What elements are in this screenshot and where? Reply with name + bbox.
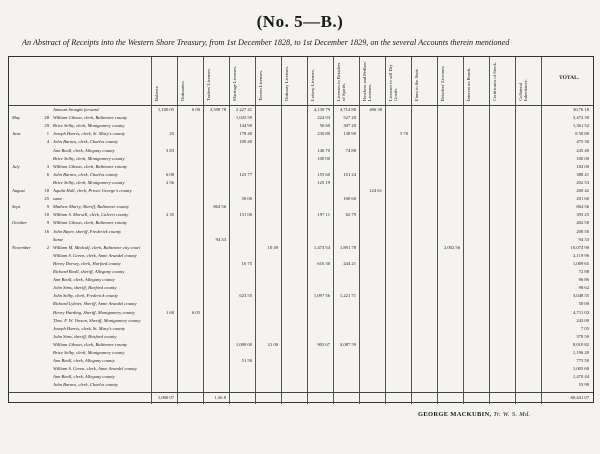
row-day: 29	[44, 123, 49, 129]
amount-cell: 94 33	[215, 236, 226, 242]
row-total: 260 42	[576, 188, 589, 193]
row-description: William Gibson, clerk, Baltimore county	[53, 115, 128, 121]
amount-cell: 6 00	[165, 171, 174, 177]
row-description: Richard Lyleter, Sheriff, Anne Arundel county	[53, 301, 137, 307]
amount-cell: 3 83	[165, 147, 174, 153]
amount-cell: 10 49	[267, 244, 278, 250]
sum-cell: 1,000 07	[157, 395, 174, 400]
amount-cell: 62 79	[345, 212, 356, 218]
amount-cell: 4,139 79	[313, 107, 330, 112]
column-header: Lottery Licenses.	[310, 69, 315, 101]
amount-cell: 146 70	[317, 147, 330, 153]
amount-cell: 178 40	[239, 131, 252, 137]
amount-cell: 2 227 41	[235, 107, 252, 112]
row-day: 4	[46, 139, 49, 145]
row-month: Sept.	[12, 204, 22, 210]
sum-cell: 1,36 8	[214, 395, 226, 400]
amount-cell: 4,714 80	[339, 107, 356, 112]
row-total: 208 50	[576, 228, 589, 234]
row-day: 2	[46, 244, 49, 250]
row-total: 1,196 20	[572, 350, 589, 355]
row-total: 388 21	[576, 171, 589, 177]
amount-cell: 50 00	[241, 196, 252, 202]
row-total: 402 50	[576, 220, 589, 226]
row-day: 18	[44, 188, 49, 193]
amount-cell: 74 88	[345, 147, 356, 153]
row-description: John Bayer, sheriff, Frederick county	[53, 228, 122, 234]
row-description: Ann Beall, clerk, Allegany county	[53, 277, 115, 283]
document-title: (No. 5—B.)	[256, 12, 344, 31]
row-description: William Gibson, clerk, Baltimore county	[53, 163, 128, 169]
row-day: 25	[44, 196, 49, 202]
column-header: Marriage Licenses.	[232, 65, 237, 101]
row-month: August	[12, 188, 25, 193]
amount-cell: 144 90	[239, 123, 252, 129]
row-description: Ann Beall, clerk, Allegany county	[53, 374, 115, 380]
row-description: Joseph Harris, clerk, St. Mary's county	[53, 131, 125, 137]
amount-cell: 56 60	[319, 123, 330, 129]
row-description: William S. Green, clerk, Anne Arundel county	[53, 366, 137, 372]
row-description: Aquila Hall, clerk, Prince George's county	[53, 188, 132, 193]
row-description: William Gibson, clerk, Baltimore county	[53, 341, 128, 347]
amount-cell: 864 56	[213, 204, 226, 210]
row-description: Same	[53, 236, 63, 242]
amount-cell: 100 40	[239, 139, 252, 145]
row-total: 3,472 39	[572, 115, 589, 121]
row-description: Brice Selby, clerk, Montgomery county	[53, 155, 125, 161]
amount-cell: 123 77	[239, 171, 252, 177]
row-total: 100 00	[576, 155, 589, 161]
amount-cell: 444 21	[343, 260, 356, 266]
row-total: 7 05	[580, 325, 589, 331]
amount-cell: 25	[169, 131, 174, 137]
row-month: July	[12, 163, 20, 169]
column-header: Traders' Licenses.	[206, 67, 211, 101]
row-day: 9	[46, 220, 49, 226]
amount-cell: 3,598 78	[209, 107, 226, 112]
amount-cell: 100 00	[317, 155, 330, 161]
amount-cell: 101 24	[343, 171, 356, 177]
row-description: John Sims, sheriff, Harford county	[53, 333, 117, 339]
row-total: 378 50	[576, 333, 589, 339]
row-total: 475 30	[576, 139, 589, 145]
column-header: Tavern Licenses.	[258, 69, 263, 101]
row-day: 10	[44, 212, 49, 218]
row-day: 3	[46, 163, 49, 169]
column-header: Fines to the State.	[414, 68, 419, 101]
row-description: John Barnes, clerk, Charles county	[53, 171, 118, 177]
receipts-table	[8, 56, 594, 403]
row-description: same	[53, 196, 63, 202]
row-total: 72 88	[578, 269, 589, 274]
row-total: 864 56	[576, 204, 589, 210]
grand-total: 60,441 07	[570, 395, 589, 400]
row-day: 16	[44, 228, 49, 234]
amount-cell: 1,000 00	[235, 341, 252, 347]
amount-cell: 125 19	[317, 179, 330, 185]
row-description: William Gibson, clerk, Baltimore county	[53, 220, 128, 226]
amount-cell: 903 67	[317, 341, 330, 347]
row-total: 201 60	[576, 196, 589, 202]
row-total: 202 53	[576, 179, 589, 185]
row-description: John Barnes, clerk, Charles county	[53, 139, 118, 145]
row-total: 10,074 90	[570, 244, 589, 250]
row-total: 2,119 96	[573, 252, 589, 258]
amount-cell: 2,002 56	[443, 244, 460, 250]
row-day: 6	[46, 171, 49, 177]
amount-cell: 124 61	[369, 188, 382, 193]
row-description: Mathew Murry, Sheriff, Baltimore county	[53, 204, 129, 210]
column-header: Balance.	[154, 85, 159, 101]
amount-cell: 1,025 59	[235, 115, 252, 121]
row-total: 1,005 60	[572, 366, 589, 372]
column-header: Licenses to sell Dry Goods.	[388, 64, 398, 101]
document-subtitle: An Abstract of Receipts into the Western Shore Treasury, from 1st December 1828, to 1st December 1829, on the several Accounts therein mentioned	[22, 38, 510, 47]
amount-cell: 527 20	[343, 115, 356, 121]
row-total: 96 86	[578, 277, 589, 283]
column-header: Ordinaries.	[180, 80, 185, 101]
row-total: 8 50 80	[575, 131, 589, 137]
table-header	[9, 57, 593, 106]
amount-cell: 307 20	[343, 123, 356, 129]
row-total: 182 00	[576, 163, 589, 169]
amount-cell: 51 50	[241, 358, 252, 364]
row-description: Henry Dorsey, clerk, Harford county	[53, 260, 121, 266]
row-description: Thos. F. W. Vinson, Sheriff, Montgomery county	[53, 317, 141, 323]
amount-cell: 406 38	[369, 107, 382, 112]
row-total: 8,010 82	[572, 341, 589, 347]
row-description: Ann Beall, clerk, Allegany county	[53, 147, 115, 153]
row-total: 98 62	[578, 285, 589, 291]
total-header: TOTAL.	[559, 75, 580, 81]
amount-cell: 1,221 71	[339, 293, 356, 299]
row-total: 393 25	[576, 212, 589, 218]
table-row	[9, 382, 593, 391]
signature-title: Tr. W. S. Md.	[493, 411, 531, 418]
amount-cell: 1,100 05	[157, 107, 174, 112]
row-description: Henry Harding, Sheriff, Montgomery county	[53, 309, 135, 315]
row-description: William S. Green, clerk, Anne Arundel county	[53, 252, 137, 258]
amount-cell: 3,087 59	[339, 341, 356, 347]
row-total: 3,048 55	[572, 293, 589, 299]
amount-cell: 16 75	[241, 260, 252, 266]
title-block	[0, 12, 600, 32]
amount-cell: 131 00	[239, 212, 252, 218]
column-header: Ordinary Licenses.	[284, 66, 289, 101]
amount-cell: 197 11	[317, 212, 330, 218]
row-total: 53 99	[578, 382, 589, 388]
row-day: 1	[46, 131, 49, 137]
row-total: 775 50	[576, 358, 589, 364]
row-total: 1,361 52	[572, 123, 589, 129]
row-description: Brice Selby, clerk, Montgomery county	[53, 350, 125, 355]
row-month: May	[12, 115, 21, 121]
row-description: William S. Morsell, clerk, Calvert county	[53, 212, 129, 218]
amount-cell: 100 60	[343, 196, 356, 202]
row-description: Ann Beall, clerk, Allegany county	[53, 358, 115, 364]
row-description: William M. Medcalf, clerk, Baltimore city court	[53, 244, 141, 250]
treasurer-signature	[418, 411, 530, 418]
row-description: John Barnes, clerk, Charles county	[53, 382, 118, 388]
row-total: 30,76 18	[572, 107, 589, 112]
amount-cell: 1 60	[165, 309, 174, 315]
amount-cell: 224 93	[317, 115, 330, 121]
row-description: Richard Beall, sheriff, Allegany county	[53, 269, 125, 274]
row-month: November	[12, 244, 31, 250]
row-month: June	[12, 131, 21, 137]
column-header: Interest on Bonds.	[466, 67, 471, 101]
column-header: Certificates of Stock.	[492, 62, 497, 101]
row-total: 4,711 02	[573, 309, 589, 315]
amount-cell: 616 30	[317, 260, 330, 266]
amount-cell: 2 35	[165, 212, 174, 218]
amount-cell: 138 90	[343, 131, 356, 137]
column-header: Retailers' Licenses.	[440, 65, 445, 101]
row-description: Brice Selby, clerk, Montgomery county	[53, 123, 125, 129]
row-total: 50 00	[578, 301, 589, 307]
row-description: Joseph Harris, clerk, St. Mary's county	[53, 325, 125, 331]
row-total: 1,470 44	[572, 374, 589, 380]
amount-cell: 1,097 56	[313, 293, 330, 299]
amount-cell: 623 55	[239, 293, 252, 299]
row-description: Amount brought forward	[53, 107, 99, 112]
row-total: 243 00	[576, 317, 589, 323]
column-header: Licenses to Retailers of Spirits.	[336, 62, 346, 101]
column-header: Collateral Inheritance.	[518, 79, 528, 101]
column-header: Hawkers and Pedlars' Licenses.	[362, 61, 372, 101]
row-description: John Selby, clerk, Frederick county	[53, 293, 118, 299]
amount-cell: 155 60	[317, 171, 330, 177]
amount-cell: 5 70	[399, 131, 408, 137]
row-total: 1,009 65	[572, 260, 589, 266]
row-description: Brice Selby, clerk, Montgomery county	[53, 179, 125, 185]
row-total: 245 49	[576, 147, 589, 153]
row-total: 94 33	[578, 236, 589, 242]
amount-cell: 1,473 54	[313, 244, 330, 250]
amount-cell: 21 00	[267, 341, 278, 347]
row-month: October	[12, 220, 28, 226]
row-description: John Sims, sheriff, Harford county	[53, 285, 117, 291]
sum-row	[9, 392, 593, 404]
row-day: 9	[46, 204, 49, 210]
amount-cell: 230 80	[317, 131, 330, 137]
amount-cell: 2 56	[165, 179, 174, 185]
signature-name: GEORGE MACKUBIN,	[418, 411, 492, 418]
amount-cell: 6 00	[191, 107, 200, 112]
amount-cell: 6 05	[191, 309, 200, 315]
amount-cell: 1,891 78	[339, 244, 356, 250]
row-day: 28	[44, 115, 49, 121]
